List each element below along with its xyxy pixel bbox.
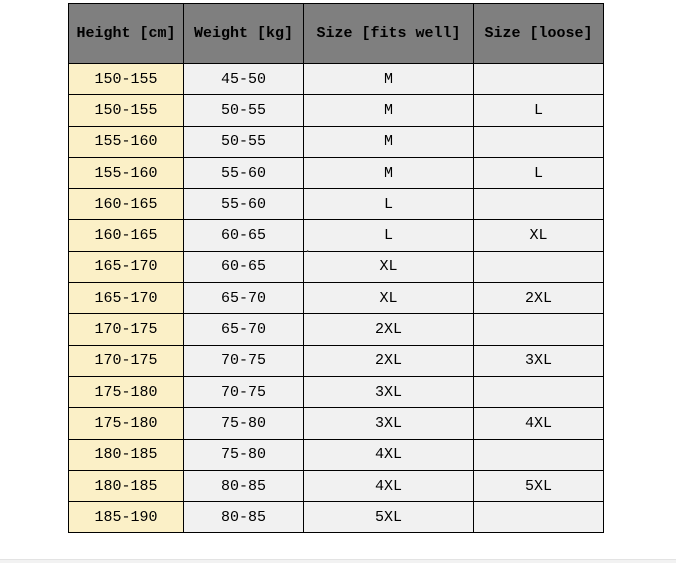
table-row — [69, 376, 604, 407]
header-row — [69, 4, 604, 64]
table-header — [69, 4, 604, 64]
height-cell: 150-155 — [69, 95, 184, 126]
height-cell: 160-165 — [69, 189, 184, 220]
table-row — [69, 220, 604, 251]
size-fits-cell: 3XL — [304, 376, 474, 407]
height-cell: 175-180 — [69, 408, 184, 439]
size-fits-cell: M — [304, 126, 474, 157]
weight-cell: 75-80 — [184, 439, 304, 470]
height-cell: 180-185 — [69, 470, 184, 501]
table-row — [69, 251, 604, 282]
size-chart-table — [68, 3, 604, 533]
weight-cell: 65-70 — [184, 283, 304, 314]
size-loose-cell — [474, 439, 604, 470]
weight-cell: 50-55 — [184, 95, 304, 126]
column-header-height: Height [cm] — [69, 4, 184, 64]
size-fits-cell: 2XL — [304, 345, 474, 376]
column-header-size-loose: Size [loose] — [474, 4, 604, 64]
weight-cell: 55-60 — [184, 157, 304, 188]
table-body — [69, 64, 604, 533]
height-cell: 150-155 — [69, 64, 184, 95]
size-loose-cell — [474, 314, 604, 345]
size-fits-cell: 3XL — [304, 408, 474, 439]
table-row — [69, 157, 604, 188]
weight-cell: 50-55 — [184, 126, 304, 157]
stray-mark: . — [304, 242, 312, 256]
height-cell: 155-160 — [69, 157, 184, 188]
size-fits-cell: 2XL — [304, 314, 474, 345]
height-cell: 185-190 — [69, 502, 184, 533]
weight-cell: 60-65 — [184, 220, 304, 251]
table-row — [69, 345, 604, 376]
table-row — [69, 64, 604, 95]
size-fits-cell: L — [304, 220, 474, 251]
table-row — [69, 408, 604, 439]
size-fits-cell: XL — [304, 251, 474, 282]
size-loose-cell — [474, 376, 604, 407]
weight-cell: 60-65 — [184, 251, 304, 282]
size-loose-cell: L — [474, 157, 604, 188]
size-fits-cell: 4XL — [304, 439, 474, 470]
weight-cell: 65-70 — [184, 314, 304, 345]
size-loose-cell — [474, 251, 604, 282]
size-fits-cell: 5XL — [304, 502, 474, 533]
column-header-size-fits: Size [fits well] — [304, 4, 474, 64]
weight-cell: 70-75 — [184, 345, 304, 376]
size-fits-cell: 4XL — [304, 470, 474, 501]
size-fits-cell: M — [304, 64, 474, 95]
size-fits-cell: M — [304, 157, 474, 188]
size-loose-cell: 2XL — [474, 283, 604, 314]
bottom-edge-strip — [0, 559, 676, 563]
table-row — [69, 439, 604, 470]
table-row — [69, 126, 604, 157]
weight-cell: 80-85 — [184, 502, 304, 533]
height-cell: 155-160 — [69, 126, 184, 157]
weight-cell: 55-60 — [184, 189, 304, 220]
table-row — [69, 470, 604, 501]
weight-cell: 75-80 — [184, 408, 304, 439]
height-cell: 175-180 — [69, 376, 184, 407]
table-row — [69, 502, 604, 533]
column-header-weight: Weight [kg] — [184, 4, 304, 64]
weight-cell: 70-75 — [184, 376, 304, 407]
weight-cell: 80-85 — [184, 470, 304, 501]
size-loose-cell: 4XL — [474, 408, 604, 439]
size-loose-cell — [474, 189, 604, 220]
table-row — [69, 314, 604, 345]
size-fits-cell: M — [304, 95, 474, 126]
table-row — [69, 189, 604, 220]
size-loose-cell: 5XL — [474, 470, 604, 501]
size-loose-cell: XL — [474, 220, 604, 251]
size-loose-cell — [474, 126, 604, 157]
size-loose-cell — [474, 502, 604, 533]
table-row — [69, 283, 604, 314]
weight-cell: 45-50 — [184, 64, 304, 95]
size-fits-cell: XL — [304, 283, 474, 314]
size-loose-cell — [474, 64, 604, 95]
height-cell: 170-175 — [69, 345, 184, 376]
height-cell: 160-165 — [69, 220, 184, 251]
height-cell: 170-175 — [69, 314, 184, 345]
size-loose-cell: L — [474, 95, 604, 126]
table-row — [69, 95, 604, 126]
size-loose-cell: 3XL — [474, 345, 604, 376]
height-cell: 165-170 — [69, 251, 184, 282]
size-fits-cell: L — [304, 189, 474, 220]
height-cell: 180-185 — [69, 439, 184, 470]
height-cell: 165-170 — [69, 283, 184, 314]
